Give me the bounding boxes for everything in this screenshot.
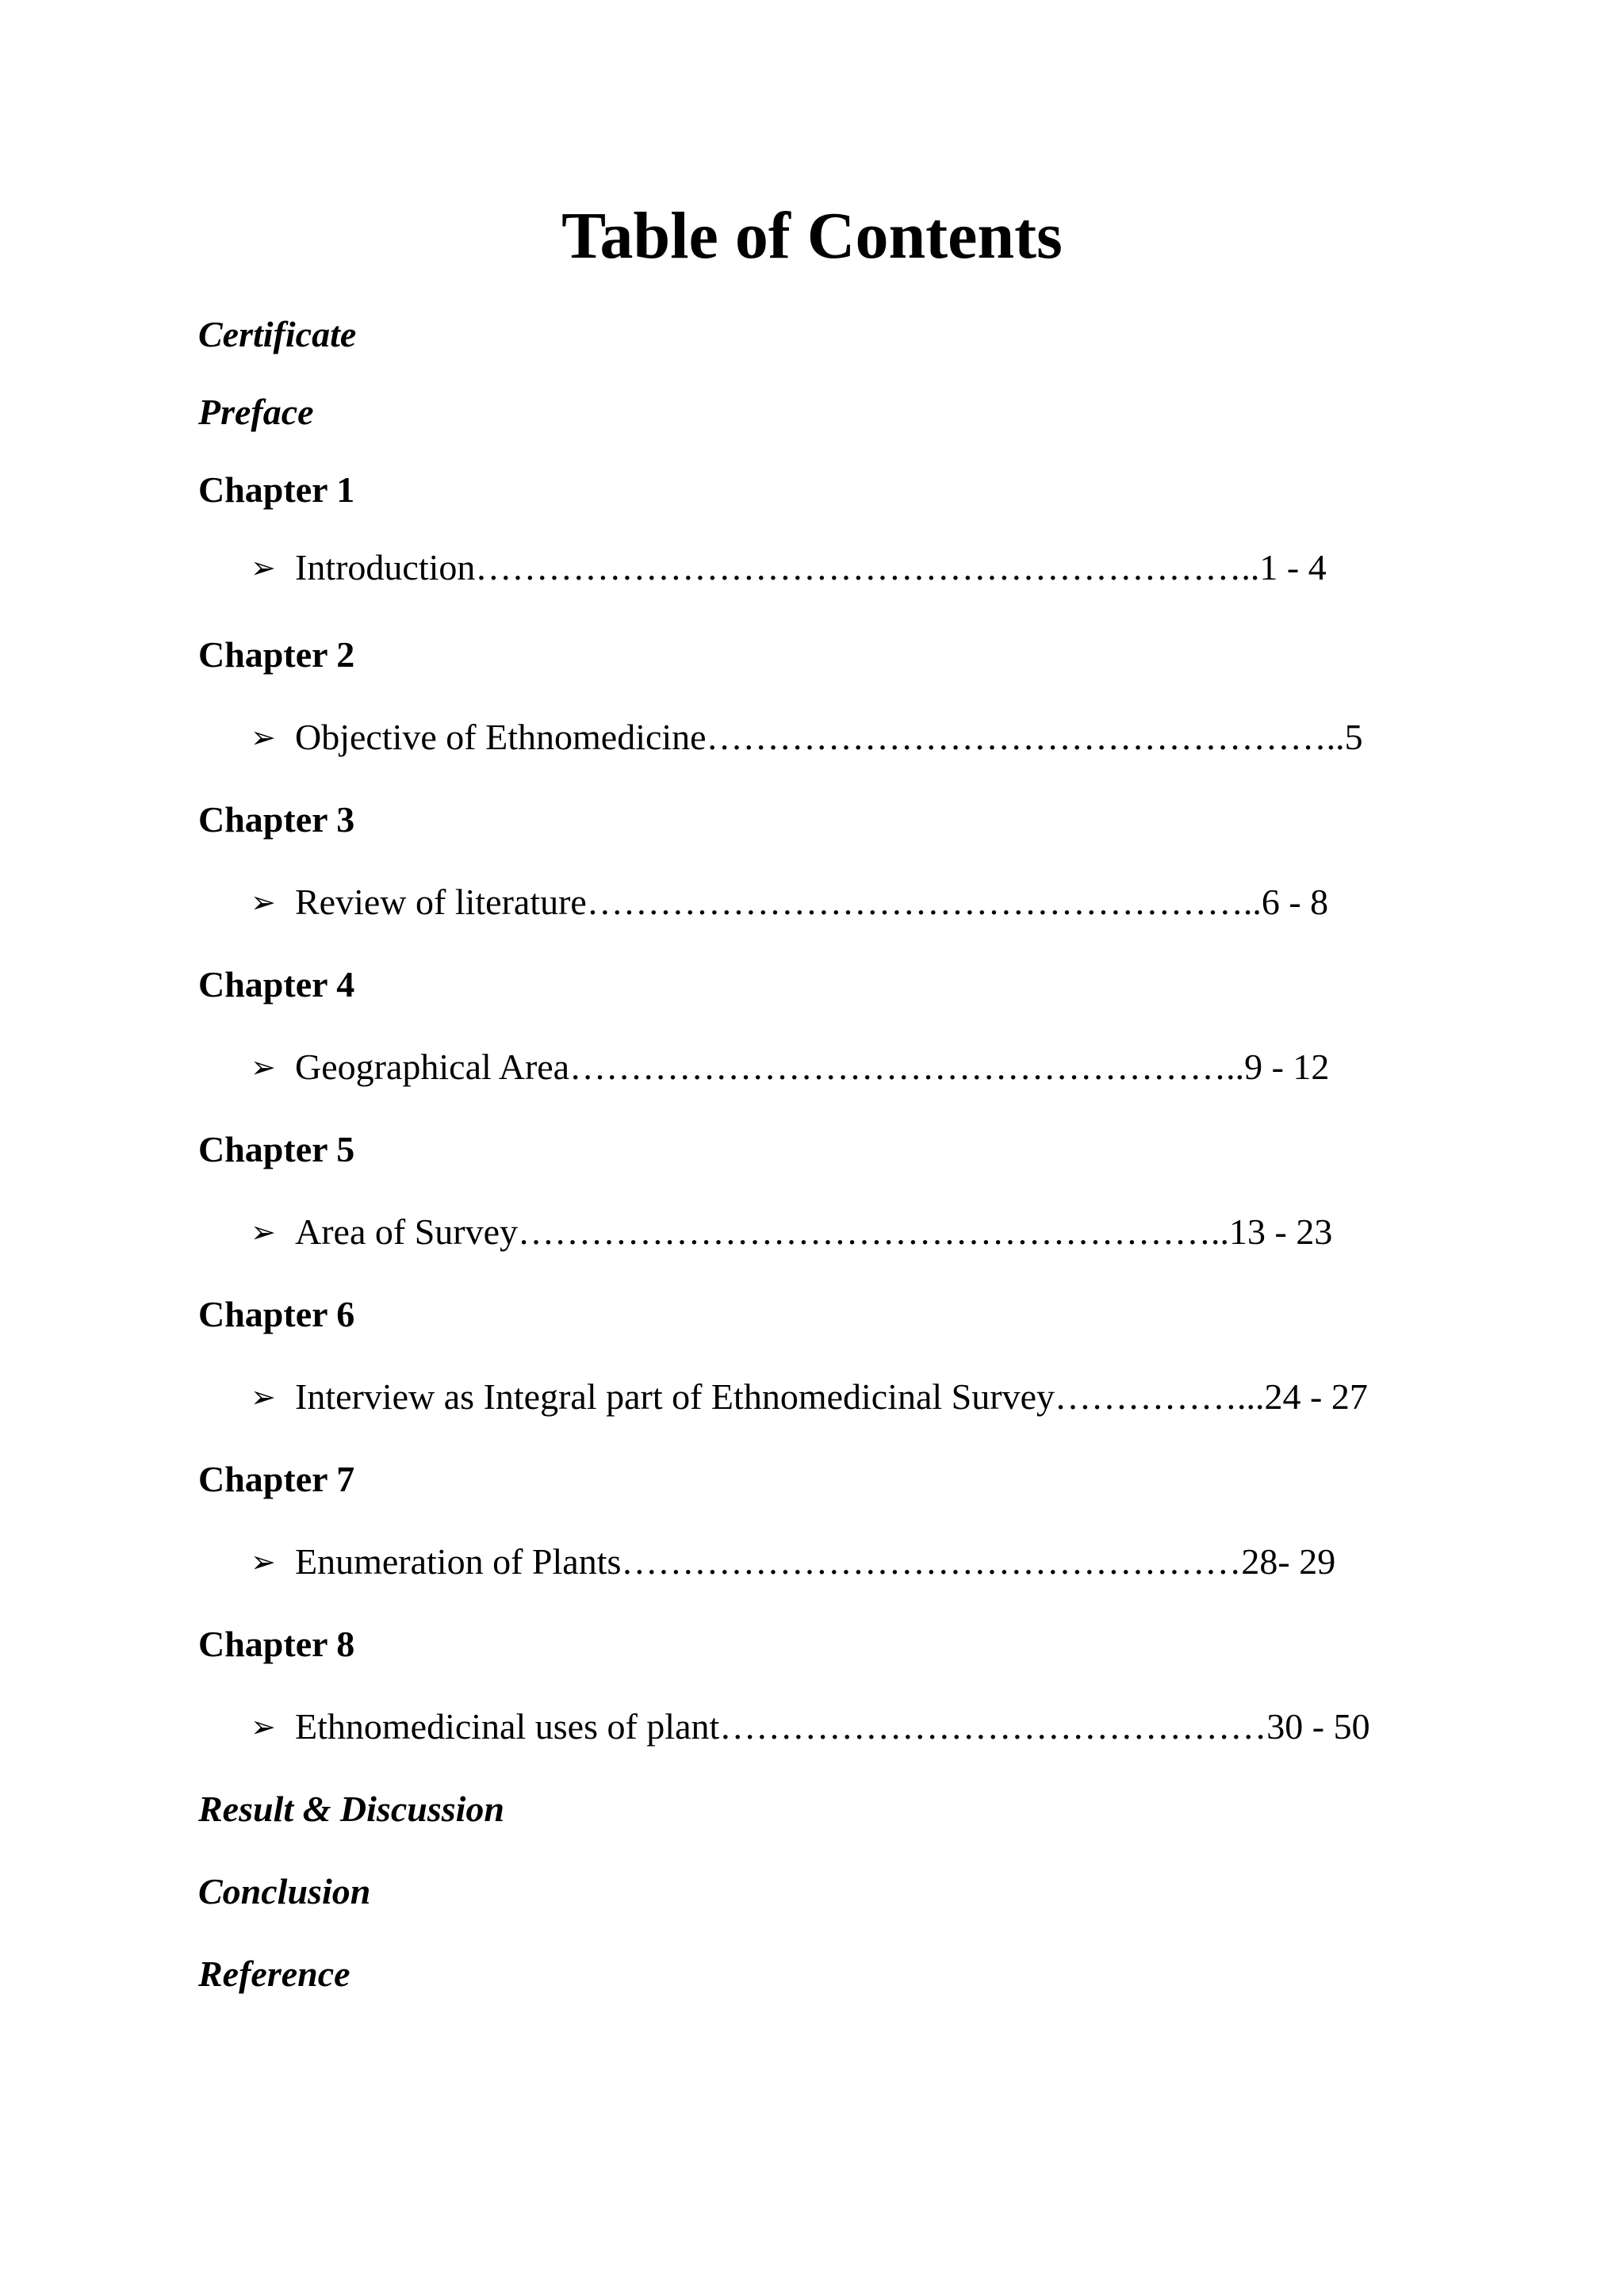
chapter-5-heading: Chapter 5	[198, 1129, 355, 1169]
toc-section-preface: Preface	[198, 392, 314, 432]
toc-section-reference: Reference	[198, 1954, 350, 1994]
chapter-7-entry-text: Enumeration of Plants……………………………………………28- 29	[295, 1541, 1336, 1582]
chapter-2-heading: Chapter 2	[198, 634, 355, 675]
arrow-bullet-icon: ➢	[251, 1215, 276, 1249]
chapter-8-heading: Chapter 8	[198, 1624, 355, 1664]
arrow-bullet-icon: ➢	[251, 550, 276, 585]
arrow-bullet-icon: ➢	[251, 1050, 276, 1085]
chapter-1-entry-text: Introduction………………………………………………………..1 - 4	[295, 547, 1327, 587]
arrow-bullet-icon: ➢	[251, 720, 276, 755]
chapter-8-entry-text: Ethnomedicinal uses of plant………………………………………30 - 50	[295, 1706, 1370, 1747]
chapter-2-entry-text: Objective of Ethnomedicine……………………………………………..5	[295, 717, 1363, 757]
chapter-1-entry	[251, 544, 1327, 591]
chapter-6-entry	[251, 1373, 1368, 1421]
chapter-3-heading: Chapter 3	[198, 799, 355, 840]
toc-section-conclusion: Conclusion	[198, 1871, 371, 1911]
chapter-4-entry	[251, 1043, 1329, 1091]
chapter-7-heading: Chapter 7	[198, 1459, 355, 1499]
arrow-bullet-icon: ➢	[251, 885, 276, 920]
chapter-8-entry	[251, 1703, 1370, 1751]
chapter-3-entry	[251, 878, 1328, 926]
chapter-1-heading: Chapter 1	[198, 469, 355, 510]
arrow-bullet-icon: ➢	[251, 1544, 276, 1579]
chapter-5-entry-text: Area of Survey…………………………………………………..13 - 23	[295, 1211, 1333, 1252]
chapter-2-entry	[251, 714, 1363, 761]
chapter-7-entry	[251, 1538, 1335, 1586]
chapter-4-heading: Chapter 4	[198, 964, 355, 1004]
page-title: Table of Contents	[561, 199, 1063, 273]
chapter-3-entry-text: Review of literature………………………………………………..6 - 8	[295, 882, 1329, 922]
arrow-bullet-icon: ➢	[251, 1380, 276, 1414]
arrow-bullet-icon: ➢	[251, 1709, 276, 1744]
toc-section-certificate: Certificate	[198, 314, 357, 354]
toc-section-result-discussion: Result & Discussion	[198, 1789, 504, 1829]
chapter-6-heading: Chapter 6	[198, 1294, 355, 1334]
chapter-4-entry-text: Geographical Area………………………………………………..9 - 12	[295, 1047, 1330, 1087]
chapter-5-entry	[251, 1208, 1332, 1256]
chapter-6-entry-text: Interview as Integral part of Ethnomedicinal Survey……………...24 - 27	[295, 1376, 1368, 1417]
